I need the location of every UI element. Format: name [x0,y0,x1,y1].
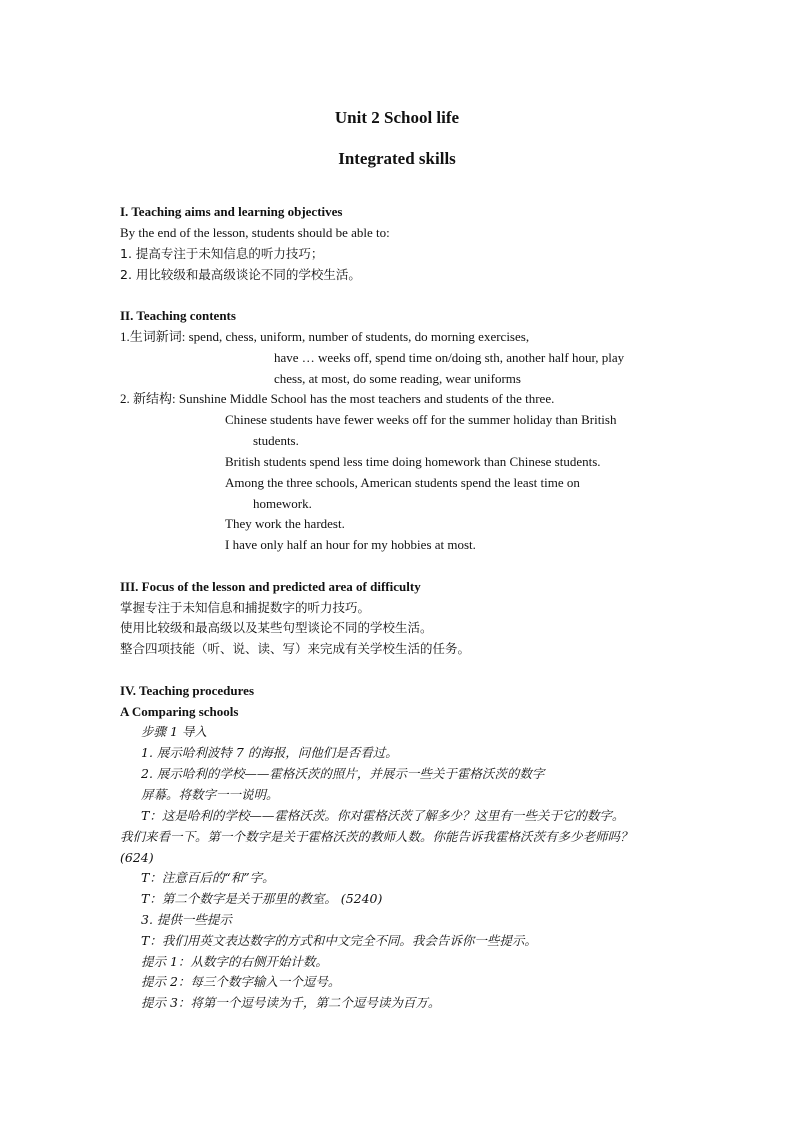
focus-line-1: 掌握专注于未知信息和捕捉数字的听力技巧。 [120,600,371,615]
structure-line-7: They work the hardest. [225,516,345,531]
procedure-line-10: 3. 提供一些提示 [141,912,232,927]
structure-line-1: 2. 新结构: Sunshine Middle School has the most teachers and students of the three. [120,391,555,406]
section-1-heading: I. Teaching aims and learning objectives [120,204,343,219]
document-title: Unit 2 School life [334,108,460,127]
structure-line-5: Among the three schools, American students spend the least time on [225,475,580,490]
section-1-item-1: 1. 提高专注于未知信息的听力技巧； [120,246,324,261]
structure-line-2: Chinese students have fewer weeks off for the summer holiday than British [225,412,617,427]
procedure-line-14: 提示 3：将第一个逗号读为千，第二个逗号读为百万。 [141,995,441,1010]
section-1-item-2: 2. 用比较级和最高级谈论不同的学校生活。 [120,267,361,282]
procedure-line-9: T：第二个数字是关于那里的教室。 (5240) [141,891,383,906]
structure-line-8: I have only half an hour for my hobbies at most. [225,537,476,552]
section-4-subheading: A Comparing schools [120,704,239,719]
procedure-line-6: 我们来看一下。第一个数字是关于霍格沃茨的教师人数。你能告诉我霍格沃茨有多少老师吗？ [120,829,633,844]
focus-line-3: 整合四项技能（听、说、读、写）来完成有关学校生活的任务。 [120,641,471,656]
procedure-line-3: 2. 展示哈利的学校——霍格沃茨的照片，并展示一些关于霍格沃茨的数字 [141,766,545,781]
procedure-line-2: 1. 展示哈利波特 7 的海报，问他们是否看过。 [141,745,398,760]
procedure-line-11: T：我们用英文表达数字的方式和中文完全不同。我会告诉你一些提示。 [141,933,537,948]
structure-line-4: British students spend less time doing homework than Chinese students. [225,454,601,469]
procedure-line-1: 步骤 1 导入 [141,724,207,739]
procedure-line-5: T：这是哈利的学校——霍格沃茨。你对霍格沃茨了解多少？这里有一些关于它的数字。 [141,808,625,823]
procedure-line-13: 提示 2：每三个数字输入一个逗号。 [141,974,341,989]
vocab-line-2: have … weeks off, spend time on/doing sth, another half hour, play [274,350,625,365]
procedure-line-8: T：注意百后的“和”字。 [141,870,275,885]
procedure-line-4: 屏幕。将数字一一说明。 [141,787,279,802]
document-subtitle: Integrated skills [338,149,456,168]
procedure-line-7: (624) [120,850,154,865]
vocab-line-1: 1.生词新词: spend, chess, uniform, number of students, do morning exercises, [120,329,530,344]
focus-line-2: 使用比较级和最高级以及某些句型谈论不同的学校生活。 [120,620,433,635]
vocab-line-3: chess, at most, do some reading, wear uniforms [274,371,521,386]
section-3-heading: III. Focus of the lesson and predicted area of difficulty [120,579,421,594]
section-2-heading: II. Teaching contents [120,308,236,323]
structure-line-3: students. [253,433,299,448]
section-1-intro: By the end of the lesson, students should be able to: [120,225,390,240]
section-4-heading: IV. Teaching procedures [120,683,255,698]
procedure-line-12: 提示 1：从数字的右侧开始计数。 [141,954,328,969]
structure-line-6: homework. [253,496,312,511]
